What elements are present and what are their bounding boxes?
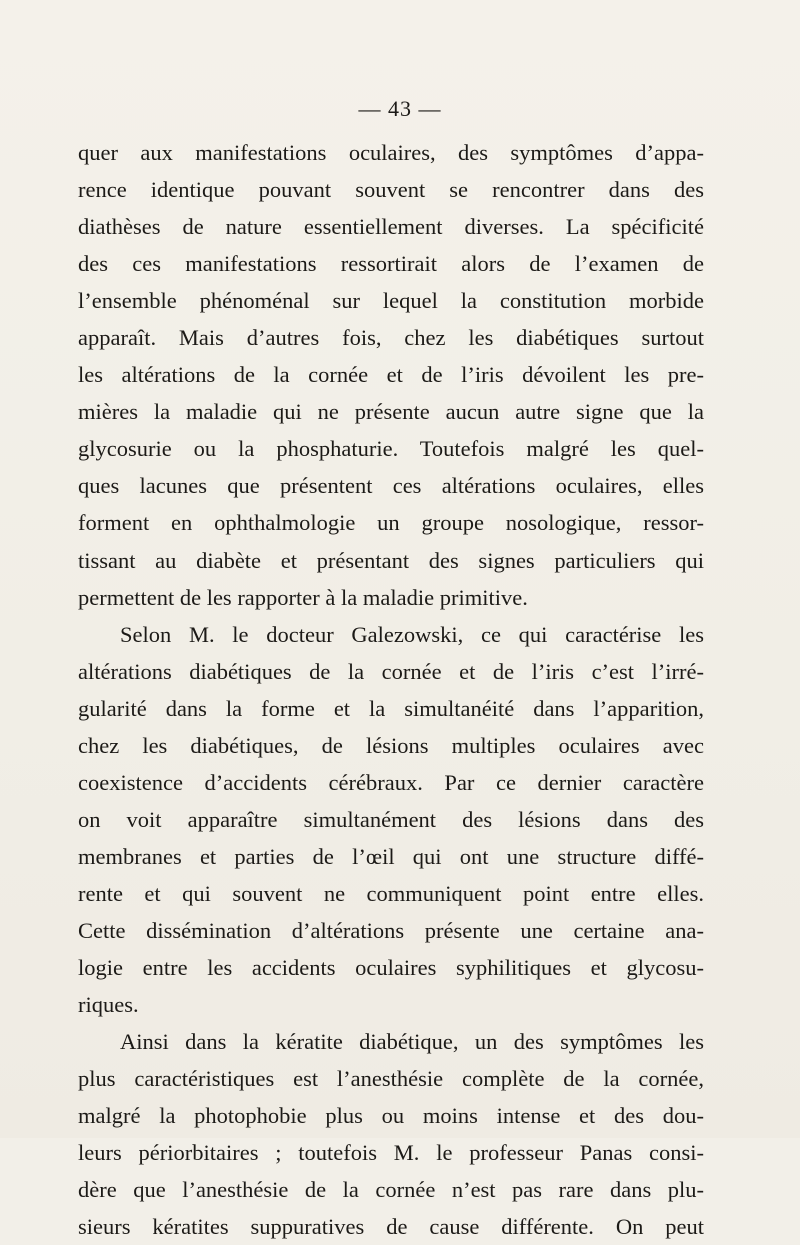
text-line: mières la maladie qui ne présente aucun autre signe que la xyxy=(78,399,704,425)
text-line: glycosurie ou la phosphaturie. Toutefois malgré les quel- xyxy=(78,436,704,462)
text-line: forment en ophthalmologie un groupe nosologique, ressor- xyxy=(78,510,704,536)
page-number: — 43 — xyxy=(358,96,442,121)
text-line: diathèses de nature essentiellement diverses. La spécificité xyxy=(78,214,704,240)
text-line: leurs périorbitaires ; toutefois M. le professeur Panas consi- xyxy=(78,1140,704,1166)
body-text xyxy=(78,134,704,1245)
text-line: plus caractéristiques est l’anesthésie complète de la cornée, xyxy=(78,1066,704,1092)
text-line: Cette dissémination d’altérations présente une certaine ana- xyxy=(78,917,704,943)
text-line: altérations diabétiques de la cornée et de l’iris c’est l’irré- xyxy=(78,658,704,684)
text-line: dère que l’anesthésie de la cornée n’est pas rare dans plu- xyxy=(78,1177,704,1203)
text-line: Ainsi dans la kératite diabétique, un des symptômes les xyxy=(120,1029,704,1055)
text-line: riques. xyxy=(78,992,139,1018)
text-line: des ces manifestations ressortirait alors de l’examen de xyxy=(78,251,704,277)
text-line: permettent de les rapporter à la maladie primitive. xyxy=(78,584,528,610)
text-line: on voit apparaître simultanément des lésions dans des xyxy=(78,806,704,832)
text-line: les altérations de la cornée et de l’iris dévoilent les pre- xyxy=(78,362,704,388)
text-line: coexistence d’accidents cérébraux. Par ce dernier caractère xyxy=(78,769,704,795)
text-line: rente et qui souvent ne communiquent point entre elles. xyxy=(78,880,704,906)
text-line: tissant au diabète et présentant des signes particuliers qui xyxy=(78,547,704,573)
text-line: chez les diabétiques, de lésions multiples oculaires avec xyxy=(78,732,704,758)
text-line: apparaît. Mais d’autres fois, chez les diabétiques surtout xyxy=(78,325,704,351)
text-line: ques lacunes que présentent ces altérations oculaires, elles xyxy=(78,473,704,499)
text-line: membranes et parties de l’œil qui ont une structure diffé- xyxy=(78,843,704,869)
text-line: quer aux manifestations oculaires, des symptômes d’appa- xyxy=(78,140,704,165)
text-line: Selon M. le docteur Galezowski, ce qui caractérise les xyxy=(120,621,704,647)
text-line: l’ensemble phénoménal sur lequel la constitution morbide xyxy=(78,288,704,314)
text-line: gularité dans la forme et la simultanéité dans l’apparition, xyxy=(78,695,704,721)
text-line: sieurs kératites suppuratives de cause différente. On peut xyxy=(78,1214,704,1240)
text-line: rence identique pouvant souvent se rencontrer dans des xyxy=(78,177,704,203)
text-line: logie entre les accidents oculaires syphilitiques et glycosu- xyxy=(78,955,704,981)
text-line: malgré la photophobie plus ou moins intense et des dou- xyxy=(78,1103,704,1129)
